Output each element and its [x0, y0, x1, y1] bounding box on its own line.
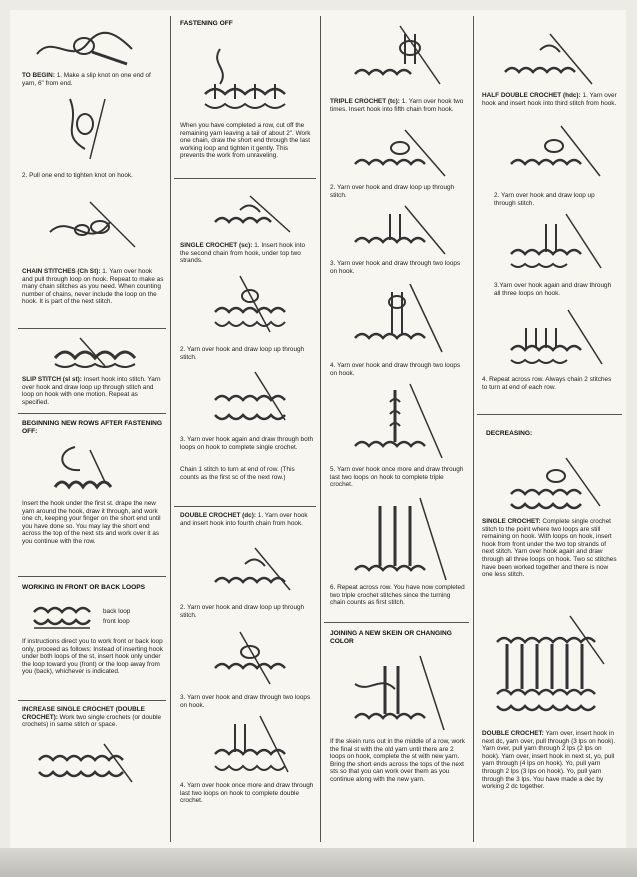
dec-sc-illustration [506, 456, 606, 512]
sc-step2-text: 2. Yarn over hook and draw loop up through stitch. [180, 346, 305, 361]
dc-step2-illustration [210, 628, 300, 688]
back-loop-label: back loop [103, 608, 131, 615]
hdc-step4-illustration [506, 308, 606, 368]
hdc-step3-illustration [506, 212, 606, 272]
dc-step4-text: 4. Yarn over hook once more and draw through last two loops on hook to complete double crochet. [180, 782, 314, 805]
section-divider [18, 413, 166, 414]
tc-step6-text: 6. Repeat across row. You have now completed two triple crochet stitches since the turning chain counts as first stitch. [330, 584, 465, 607]
dc-step3-illustration [210, 714, 300, 778]
joining-text: If the skein runs out in the middle of a row, work the final st with the old yarn until there are 2 loops on hook, complete the st with new yarn. Bring the short ends across the tops of the next sts so that you can work over them as you continue along with the new yarn. [330, 738, 465, 783]
sc-step1-illustration [210, 192, 300, 236]
slip-stitch-text: SLIP STITCH (sl st): Insert hook into stitch. Yarn over hook and draw loop up through stitch and loop on hook with one motion. Repeat as specified. [22, 376, 161, 406]
chain-stitches-text: CHAIN STITCHES (Ch St): 1. Yarn over hook and pull through loop on hook. Repeat to make as many chain stitches as you need. When counting number of chains, never include the loop on the hook. It is part of the next stitch. [22, 268, 164, 306]
fastening-off-heading: FASTENING OFF [180, 20, 233, 27]
new-rows-text: Insert the hook under the first st. drape the new yarn around the hook, draw it through, and work one ch, keeping your finger on the short end until you have done so. You may lay the short end across the top of the next sts and work over it as you continue with the row. [22, 500, 161, 545]
tc-step5-text: 5. Yarn over hook once more and draw through last two loops on hook to complete triple crochet. [330, 466, 464, 489]
tc-step4-illustration [350, 282, 450, 356]
increase-illustration [34, 742, 144, 790]
dc-step3-text: 3. Yarn over hook and draw through two loops on hook. [180, 694, 311, 709]
sc-text: SINGLE CROCHET (sc): 1. Insert hook into the second chain from hook, under top two strands. [180, 242, 306, 265]
sc-step2-illustration [210, 272, 300, 336]
sc-step3-text: 3. Yarn over hook again and draw through both loops on hook to complete single crochet. [180, 436, 313, 451]
front-loop-label: front loop [103, 618, 130, 625]
to-begin-text: TO BEGIN: 1. Make a slip knot on one end of yarn, 6" from end. [22, 72, 151, 87]
section-divider [174, 178, 316, 179]
slip-stitch-illustration [50, 336, 150, 372]
section-divider [174, 506, 316, 507]
dec-dc-illustration [492, 614, 612, 724]
column-divider [170, 16, 171, 842]
hdc-step3-text: 3.Yarn over hook again and draw through all three loops on hook. [494, 282, 612, 297]
section-divider [18, 328, 166, 329]
tc-step3-illustration [350, 204, 450, 258]
sc-note-text: Chain 1 stitch to turn at end of row. (This counts as the first sc of the next row.) [180, 466, 295, 481]
slip-knot-illustration [32, 24, 142, 69]
section-divider [18, 700, 166, 701]
column-divider [473, 16, 474, 842]
tc-step2-text: 2. Yarn over hook and draw loop up through stitch. [330, 184, 455, 199]
tc-step4-text: 4. Yarn over hook and draw through two loops on hook. [330, 362, 461, 377]
new-rows-illustration [50, 442, 120, 496]
section-divider [477, 414, 622, 415]
joining-yarn-illustration [350, 654, 450, 734]
tc-step3-text: 3. Yarn over hook and draw through two loops on hook. [330, 260, 461, 275]
hdc-step1-illustration [500, 32, 600, 88]
dec-dc-text: DOUBLE CROCHET: Yarn over, insert hook in next dc, yarn over, pull through (3 lps on hook). Yarn over, pull yarn through 2 lps (2 lps on hook). Yarn over, insert hook in next st, yo, pull yarn through (4 lps on hook). Yo, pull yarn through 2 lps (3 lps on hook). Yo, pull yarn through the 3 lps. You have made a dec by working 2 dc together. [482, 730, 616, 791]
tc-step2-illustration [350, 128, 450, 180]
joining-heading: JOINING A NEW SKEIN OR CHANGING COLOR [330, 630, 452, 645]
dc-step2-text: 2. Yarn over hook and draw loop up through stitch. [180, 604, 305, 619]
loops-text: If instructions direct you to work front or back loop only, proceed as follows: Instead of inserting hook under both loops of the st, insert hook only under the loop toward you (front) or the loop away from you (back), whichever is indicated. [22, 638, 163, 676]
new-rows-heading: BEGINNING NEW ROWS AFTER FASTENING OFF: [22, 420, 163, 435]
hdc-step4-text: 4. Repeat across row. Always chain 2 stitches to turn at end of each row. [482, 376, 612, 391]
dec-sc-text: SINGLE CROCHET: Complete single crochet stitch to the point where two loops are still remaining on hook. With loops on hook, insert hook from front under the two top strands of next stitch. Yarn over hook again and draw through all three loops on hook. Two sc stitches have been worked together and there is now one less stitch. [482, 518, 617, 579]
hdc-text: HALF DOUBLE CROCHET (hdc): 1. Yarn over hook and insert hook into third stitch from hook. [482, 92, 617, 107]
tc-step6-illustration [350, 496, 450, 584]
tc-text: TRIPLE CROCHET (tc): 1. Yarn over hook two times. Insert hook into fifth chain from hook. [330, 98, 464, 113]
fastening-off-text: When you have completed a row, cut off the remaining yarn leaving a tail of about 2". Work one chain, draw the short end through the last working loop and tighten it gently. This prevents the work from unraveling. [180, 122, 311, 160]
chain-stitch-illustration [40, 192, 150, 262]
section-divider [324, 622, 469, 623]
dc-text: DOUBLE CROCHET (dc): 1. Yarn over hook and insert hook into fourth chain from hook. [180, 512, 308, 527]
column-divider [320, 16, 321, 842]
to-begin-step2: 2. Pull one end to tighten knot on hook. [22, 172, 133, 179]
front-back-loop-illustration [32, 604, 92, 632]
tc-step5-illustration [350, 382, 450, 462]
hdc-step2-text: 2. Yarn over hook and draw loop up through stitch. [494, 192, 595, 207]
dc-step1-illustration [210, 544, 300, 596]
hdc-step2-illustration [506, 124, 606, 180]
decreasing-heading: DECREASING: [486, 430, 533, 437]
slip-knot-hook-illustration [50, 94, 130, 164]
page-bottom-shadow [0, 848, 637, 877]
tc-step1-illustration [350, 24, 450, 90]
sc-step3-illustration [210, 370, 300, 430]
loops-heading: WORKING IN FRONT OR BACK LOOPS [22, 584, 146, 591]
crochet-instruction-page [10, 10, 626, 848]
section-divider [18, 576, 166, 577]
increase-text: INCREASE SINGLE CROCHET (DOUBLE CROCHET): Work two single crochets (or double crochets) in same stitch or space. [22, 706, 162, 729]
fastening-off-illustration [200, 44, 290, 114]
